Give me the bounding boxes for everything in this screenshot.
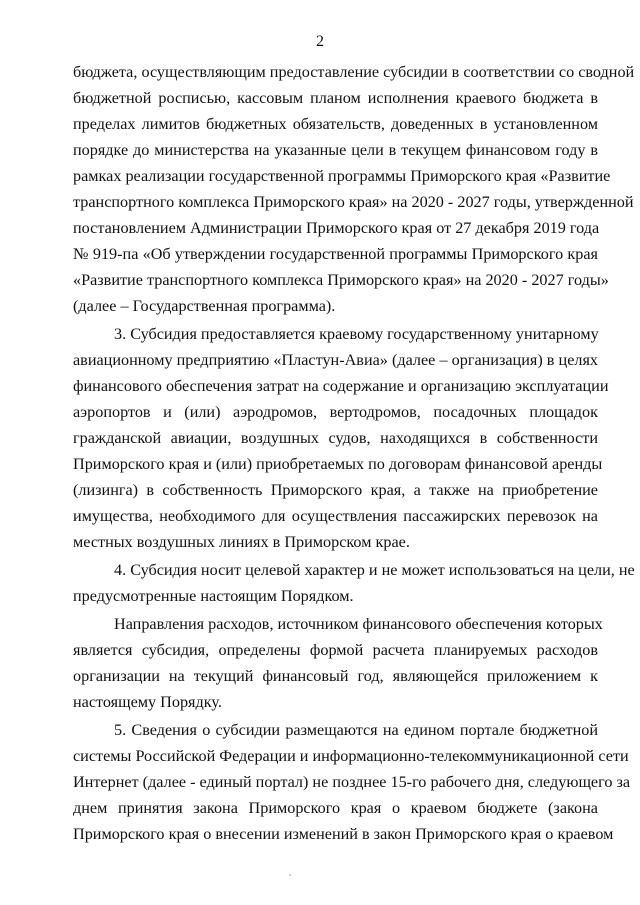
text-line: порядке до министерства на указанные цели в текущем финансовом году в: [73, 141, 598, 159]
text-line: «Развитие транспортного комплекса Приморского края» на 2020 - 2027 годы»: [73, 271, 609, 289]
text-line: организации на текущий финансовый год, являющейся приложением к: [73, 667, 598, 685]
text-line: настоящему Порядку.: [73, 693, 222, 711]
text-line: имущества, необходимого для осуществления пассажирских перевозок на: [73, 507, 598, 525]
text-line: является субсидия, определены формой расчета планируемых расходов: [73, 641, 598, 659]
text-line: системы Российской Федерации и информационно-телекоммуникационной сети: [73, 747, 629, 765]
text-line: рамках реализации государственной программы Приморского края «Развитие: [73, 167, 611, 185]
text-line: бюджета, осуществляющим предоставление субсидии в соответствии со сводной: [73, 63, 635, 81]
text-line: пределах лимитов бюджетных обязательств, доведенных в установленном: [73, 115, 598, 133]
text-line: аэропортов и (или) аэродромов, вертодромов, посадочных площадок: [73, 403, 598, 421]
text-line: № 919-па «Об утверждении государственной программы Приморского края: [73, 245, 598, 263]
text-line: гражданской авиации, воздушных судов, находящихся в собственности: [73, 429, 598, 447]
text-line: финансового обеспечения затрат на содержание и организацию эксплуатации: [73, 377, 609, 395]
text-line: днем принятия закона Приморского края о краевом бюджете (закона: [73, 799, 598, 817]
text-line: Направления расходов, источником финансового обеспечения которых: [114, 615, 603, 633]
text-line: 5. Сведения о субсидии размещаются на едином портале бюджетной: [114, 721, 598, 739]
text-line: предусмотренные настоящим Порядком.: [73, 587, 354, 605]
text-line: 4. Субсидия носит целевой характер и не может использоваться на цели, не: [114, 561, 635, 579]
text-line: бюджетной росписью, кассовым планом исполнения краевого бюджета в: [73, 89, 598, 107]
text-line: транспортного комплекса Приморского края» на 2020 - 2027 годы, утвержденной: [73, 193, 634, 211]
text-line: местных воздушных линиях в Приморском крае.: [73, 533, 410, 551]
text-line: (далее – Государственная программа).: [73, 297, 336, 315]
text-line: Интернет (далее - единый портал) не позднее 15-го рабочего дня, следующего за: [73, 773, 631, 791]
text-line: (лизинга) в собственность Приморского края, а также на приобретение: [73, 481, 598, 499]
text-line: 3. Субсидия предоставляется краевому государственному унитарному: [114, 325, 599, 343]
scan-speck: [289, 874, 291, 876]
text-line: Приморского края и (или) приобретаемых по договорам финансовой аренды: [73, 455, 603, 473]
page-number: 2: [316, 33, 324, 50]
text-line: постановлением Администрации Приморского края от 27 декабря 2019 года: [73, 219, 600, 237]
text-line: Приморского края о внесении изменений в закон Приморского края о краевом: [73, 825, 614, 843]
text-line: авиационному предприятию «Пластун-Авиа» (далее – организация) в целях: [73, 351, 598, 369]
